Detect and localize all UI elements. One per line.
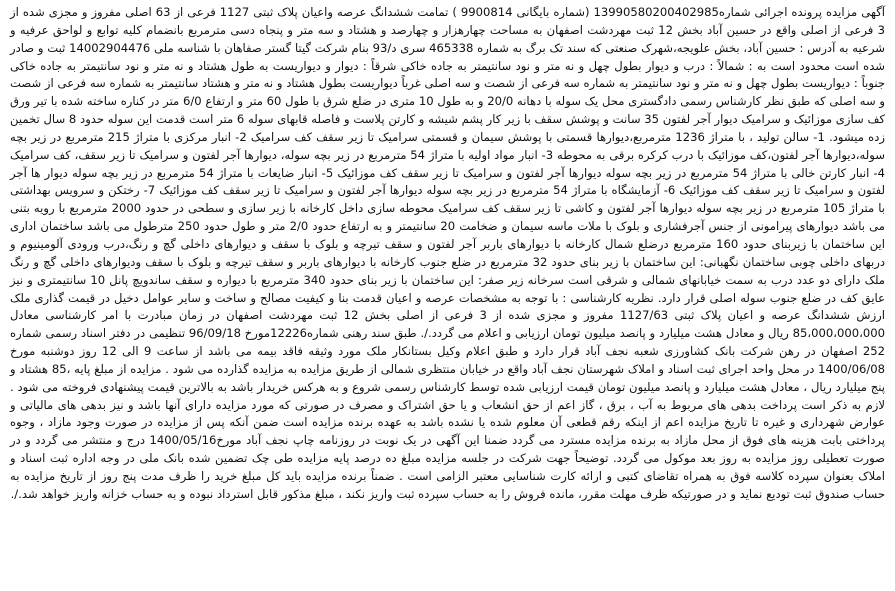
auction-notice-text: آگهی مزایده پرونده اجرائی شماره13990580200402985 (شماره بایگانی 9900814 ) تمامت ششدانگ عرصه واعیان پلاک ثبتی 1127 فرعی از 63 اصلی مفروز و مجزی شده از 3 فرعی از اصلی واقع در حسین آباد بخش 12 ثبت مهردشت اصفهان به مساحت چهارهزار و چهارصد و هشتاد و سه متر و پنجاه دسی مترمربع بانضمام کلیه توابع و لواحق عرفیه و شرعیه به آدرس : حسین آباد، بخش علویجه،شهرک صنعتی که سند تک برگ به شماره 465338 سری د/93 بنام شرکت گیتا گستر صفاهان با شناسه ملی 14002904476 ثبت و صادر شده است محدود است به : شمالاً : درب و دیوار بطول چهل و نه متر و نود سانتیمتر به جاده خاکی شرقاً : دیوار و دیواریست به طول هشتاد و نه متر و نود سانتیمتر به جاده خاکی جنوباً : دیواریست بطول چهل و نه متر و نود سانتیمتر به شماره سه فرعی از شصت و سه اصلی غرباً دیواریست بطول هشتاد و نه متر و هشتاد سانتیمتر به شماره سه فرعی از شصت و سه اصلی که طبق نظر کارشناس رسمی دادگستری محل یک سوله با دهانه 20/0 و به طول 10 متری در ضلع شرق با طول 60 متر و ارتفاع 6/0 متر در کناره ساخته شده با تیر ورق کف سازی موزائیک و سرامیک دیوار آجر لفتون 35 سانت و پوشش سقف با زیر کار پشم شیشه و کارتن پلاست و فاصله قابهای سوله 6 متر است قدمت این سوله حدود 8 سال تخمین زده میشود. 1- سالن تولید ، با متراژ 1236 مترمربع،دیوارها قسمتی با پوشش سیمان و قسمتی سرامیک تا زیر سقف کف سرامیک 2- انبار مرکزی با متراژ 215 مترمربع در زیر بچه سوله،دیوارها آجر لفتون،کف موزائیک با درب کرکره برقی به محوطه 3- انبار مواد اولیه با متراژ 54 مترمربع در زیر بچه سوله، دیوارها آجر لفتون و سرامیک تا زیر سقف، کف سرامیک 4- انبار کارتن خالی با متراژ 54 مترمربع در زیر بچه سوله دیوارها آجر لفتون و سرامیک تا زیر سقف کف موزائیک 5- انبار ضایعات با متراژ 54 مترمربع در زیر بچه سوله دیوار ها آجر لفتون و سرامیک تا زیر سقف کف موزائیک 6- آزمایشگاه با متراژ 54 مترمربع در زیر بچه سوله دیوارها آجر لفتون و سرامیک تا زیر سقف کف موزائیک 7- رختکن و سرویس بهداشتی با متراژ 105 مترمربع در زیر بچه سوله دیوارها آجر لفتون و کاشی تا زیر سقف کف سرامیک محوطه سازی داخل کارخانه با زیر سازی و سطحی در حدود 2000 مترمربع با رویه بتنی می باشد دیوارهای پیرامونی از جنس آجرفشاری و بلوک با ملات ماسه سیمان و ضخامت 20 سانتیمتر و به ارتفاع حدود 2/0 متر و طول حدود 250 مترطول می باشد ساختمان اداری این ساختمان با زیربنای حدود 160 مترمربع درضلع شمال کارخانه با دیوارهای باربر آجر لفتون و سقف تیرچه و بلوک با سقف و دیوارهای داخلی گچ و رنگ،درب ورودی آلومینیوم و دربهای داخلی چوبی ساختمان نگهبانی: این ساختمان با زیر بنای حدود 32 مترمربع در ضلع جنوب کارخانه با دیوارهای باربر و سقف تیرچه و بلوک با سقف ودیوارهای داخلی گچ و رنگ ملک دارای دو عدد درب به سمت خیابانهای شمالی و شرقی است سرخانه زیر صفر: این ساختمان با زیر بنای حدود 340 مترمربع با دیواره و سقف ساندویچ پانل 10 سانتیمتری و نیز عایق کف در ضلع جنوب سوله اصلی قرار دارد. نظریه کارشناسی : با توجه به مشخصات عرصه و اعیان قدمت بنا و کیفیت مصالح و ساخت و سایر عوامل دخیل در قیمت گذاری ملک ارزش ششدانگ عرصه و اعیان پلاک ثبتی 1127/63 مفروز و مجزی شده از 3 فرعی از اصلی بخش 12 ثبت مهردشت اصفهان در زمان مبادرت با امر کارشناسی معادل 85،000،000،000 ریال و معادل هشت میلیارد و پانصد میلیون تومان ارزیابی و اعلام می گردد./. طبق سند رهنی شماره12226مورخ 96/09/18 تنظیمی در دفتر اسناد رسمی شماره 252 اصفهان در رهن شرکت بانک کشاورزی شعبه نجف آباد قرار دارد و طبق اعلام وکیل بستانکار ملک مورد وثیقه فاقد بیمه می باشد از ساعت 9 الی 12 روز دوشنبه مورخ 1400/06/08 در محل واحد اجرای ثبت اسناد و املاک شهرستان نجف آباد واقع در خیابان منتظری شمالی از طریق مزایده به مزایده گذارده می شود . مزایده از مبلغ پایه ،85 هشتاد و پنج میلیارد ریال ، معادل هشت میلیارد و پانصد میلیون تومان قیمت ارزیابی شده توسط کارشناس رسمی شروع و به هرکس خریدار باشد به بالاترین قیمت پیشنهادی فروخته می شود . لازم به ذکر است پرداخت بدهی های مربوط به آب ، برق ، گاز اعم از حق انشعاب و یا حق اشتراک و مصرف در صورتی که مورد مزایده دارای آنها باشد و نیز بدهی های مالیاتی و عوارض شهرداری و غیره تا تاریخ مزایده اعم از اینکه رقم قطعی آن معلوم شده یا نشده باشد به عهده برنده مزایده است ضمن آنکه پس از مزایده در صورت وجود مازاد ، وجوه پرداختی بابت هزینه های فوق از محل مازاد به برنده مزایده مسترد می گردد ضمنا این آگهی در یک نوبت در روزنامه چاپ نجف آباد مورخ1400/05/16 درج و منتشر می گردد و در صورت تعطیلی روز مزایده به روز بعد موکول می گردد. توضیحاً جهت شرکت در جلسه مزایده مبلغ ده درصد پایه مزایده طی چک تضمین شده بانک ملی در وجه اداره ثبت اسناد و املاک بعنوان سپرده کلاسه فوق به همراه تقاضای کتبی و ارائه کارت شناسایی معتبر الزامی است . ضمناً برنده مزایده باید کل مبلغ خرید را ظرف مدت پنج روز از تاریخ مزایده به حساب صندوق ثبت تودیع نماید و در صورتیکه ظرف مهلت مقرر، مانده فروش را به حساب سپرده ثبت واریز نکند ، مبلغ مذکور قابل استرداد نبوده و به حساب خزانه واریز خواهد شد./. <box>10 5 886 501</box>
